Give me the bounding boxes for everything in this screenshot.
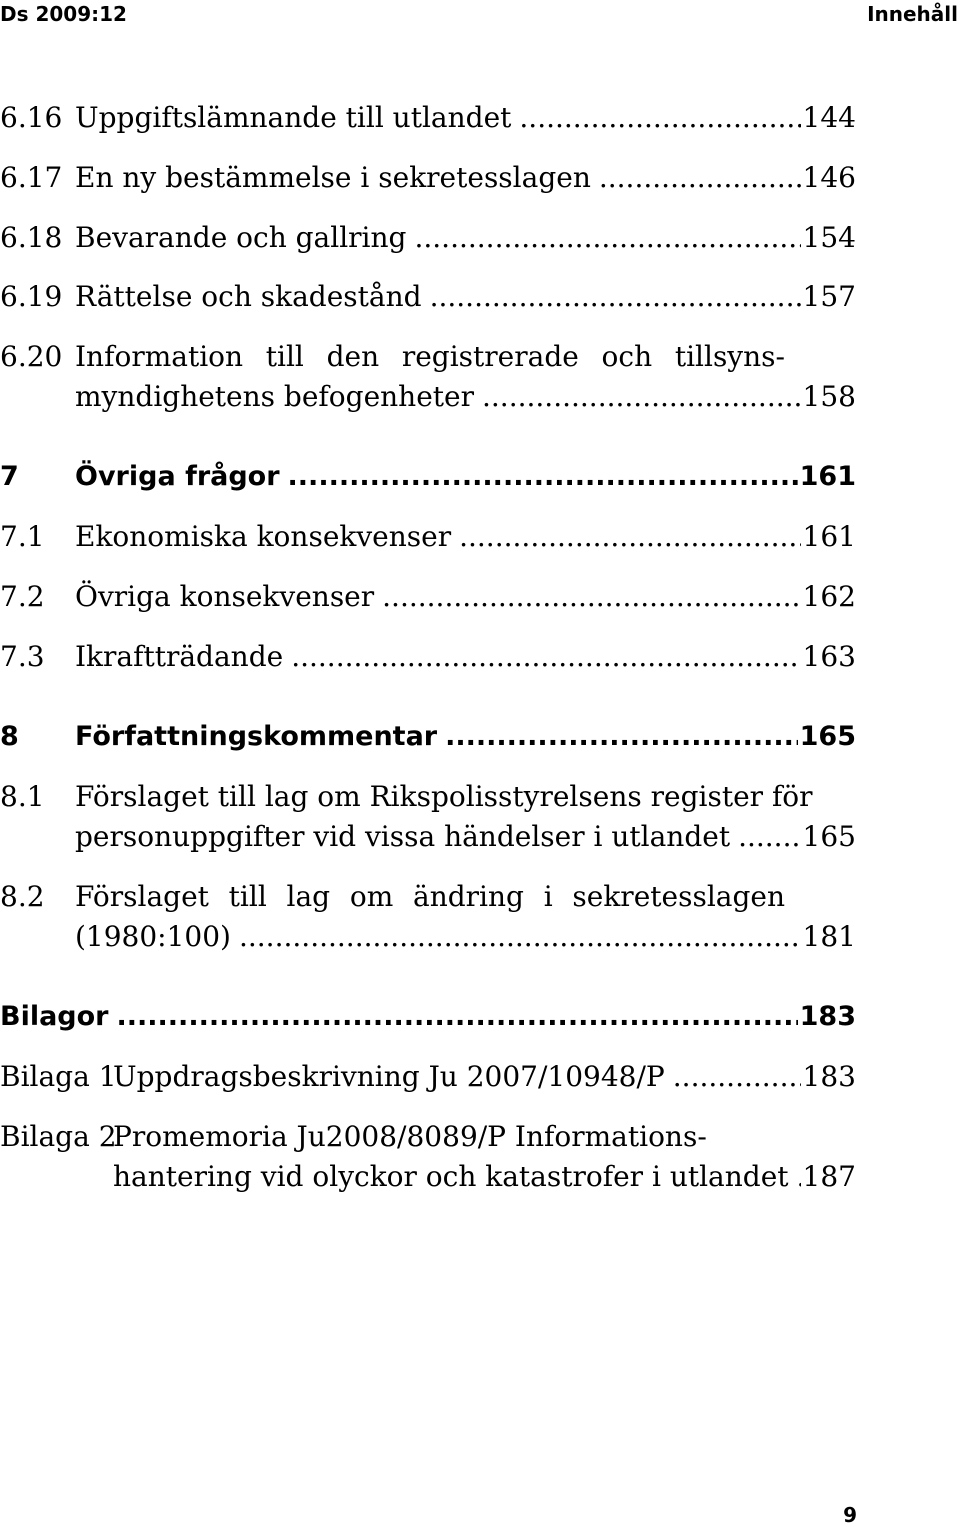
toc-page-number: 161 [802, 520, 856, 553]
toc-title-line-1: Förslaget till lag om Rikspolisstyrelsens register för [75, 780, 813, 813]
toc-entry-6-19[interactable] [0, 277, 856, 317]
toc-title-line-1: Promemoria Ju2008/8089/P Informations- [113, 1120, 707, 1153]
toc-title: Övriga frågor [75, 461, 280, 492]
toc-page-number: 158 [802, 380, 856, 413]
toc-leader-dots [291, 637, 800, 677]
toc-page-number: 165 [799, 721, 856, 752]
toc-number: 7 [0, 461, 19, 492]
toc-leader-dots [673, 1057, 801, 1097]
toc-title-line-2: personuppgifter vid vissa händelser i utlandet [75, 820, 731, 853]
toc-title: Ekonomiska konsekvenser [75, 520, 452, 553]
toc-entry-8-2[interactable] [0, 877, 856, 957]
toc-title: Bilagor [0, 1001, 109, 1032]
toc-number: 6.16 [0, 101, 63, 134]
toc-entry-bilaga-1[interactable] [0, 1057, 856, 1097]
toc-number: Bilaga 1 [0, 1060, 117, 1093]
toc-leader-dots [239, 917, 801, 957]
toc-title-line-2: myndighetens befogenheter [75, 380, 474, 413]
toc-entry-6-20[interactable] [0, 337, 856, 417]
toc-chapter-7[interactable] [0, 457, 856, 497]
toc-entry-7-2[interactable] [0, 577, 856, 617]
toc-page-number: 157 [802, 280, 856, 313]
toc-leader-dots [117, 997, 798, 1037]
toc-title: Bevarande och gallring [75, 221, 407, 254]
toc-leader-dots [459, 517, 800, 557]
running-header-left: Ds 2009:12 [0, 2, 127, 26]
toc-title: En ny bestämmelse i sekretesslagen [75, 161, 591, 194]
toc-number: 8.2 [0, 880, 45, 913]
toc-page-number: 187 [802, 1160, 856, 1193]
toc-chapter-bilagor[interactable] [0, 997, 856, 1037]
toc-page-number: 144 [802, 101, 856, 134]
toc-chapter-8[interactable] [0, 717, 856, 757]
toc-title-line-1: Information till den registrerade och tillsyns- [75, 340, 785, 373]
toc-title: Uppgiftslämnande till utlandet [75, 101, 512, 134]
toc-page-number: 154 [802, 221, 856, 254]
page-number: 9 [843, 1503, 857, 1527]
toc-page-number: 146 [802, 161, 856, 194]
toc-leader-dots [382, 577, 800, 617]
toc-entry-6-16[interactable] [0, 98, 856, 138]
toc-leader-dots [445, 717, 798, 757]
toc-leader-dots [797, 1157, 801, 1197]
toc-leader-dots [430, 277, 801, 317]
toc-title-line-2: hantering vid olyckor och katastrofer i utlandet [113, 1160, 789, 1193]
toc-page-number: 181 [802, 920, 856, 953]
toc-leader-dots [599, 158, 801, 198]
toc-number: 6.17 [0, 161, 63, 194]
running-header-right: Innehåll [867, 2, 958, 26]
toc-entry-8-1[interactable] [0, 777, 856, 857]
toc-number: 7.1 [0, 520, 45, 553]
toc-entry-bilaga-2[interactable] [0, 1117, 856, 1197]
toc-title: Författningskommentar [75, 721, 438, 752]
toc-number: 6.19 [0, 280, 63, 313]
toc-page-number: 163 [802, 640, 856, 673]
toc-title: Ikraftträdande [75, 640, 284, 673]
toc-page-number: 161 [799, 461, 856, 492]
toc-leader-dots [482, 377, 801, 417]
toc-number: 8 [0, 721, 19, 752]
toc-entry-7-3[interactable] [0, 637, 856, 677]
toc-leader-dots [738, 817, 800, 857]
toc-number: 8.1 [0, 780, 45, 813]
toc-number: 7.2 [0, 580, 45, 613]
toc-title: Rättelse och skadestånd [75, 280, 422, 313]
toc-leader-dots [414, 218, 800, 258]
toc-title: Uppdragsbeskrivning Ju 2007/10948/P [113, 1060, 665, 1093]
toc-number: 6.18 [0, 221, 63, 254]
toc-number: 6.20 [0, 340, 63, 373]
toc-page-number: 183 [799, 1001, 856, 1032]
toc-page-number: 165 [802, 820, 856, 853]
toc-number: 7.3 [0, 640, 45, 673]
toc-entry-6-17[interactable] [0, 158, 856, 198]
toc-page-number: 162 [802, 580, 856, 613]
toc-title-line-1: Förslaget till lag om ändring i sekretesslagen [75, 880, 785, 913]
toc-number: Bilaga 2 [0, 1120, 117, 1153]
toc-entry-7-1[interactable] [0, 517, 856, 557]
toc-entry-6-18[interactable] [0, 218, 856, 258]
toc-leader-dots [288, 457, 798, 497]
toc-page-number: 183 [802, 1060, 856, 1093]
toc-title: Övriga konsekvenser [75, 580, 375, 613]
toc-leader-dots [519, 98, 800, 138]
toc-title-line-2: (1980:100) [75, 920, 231, 953]
